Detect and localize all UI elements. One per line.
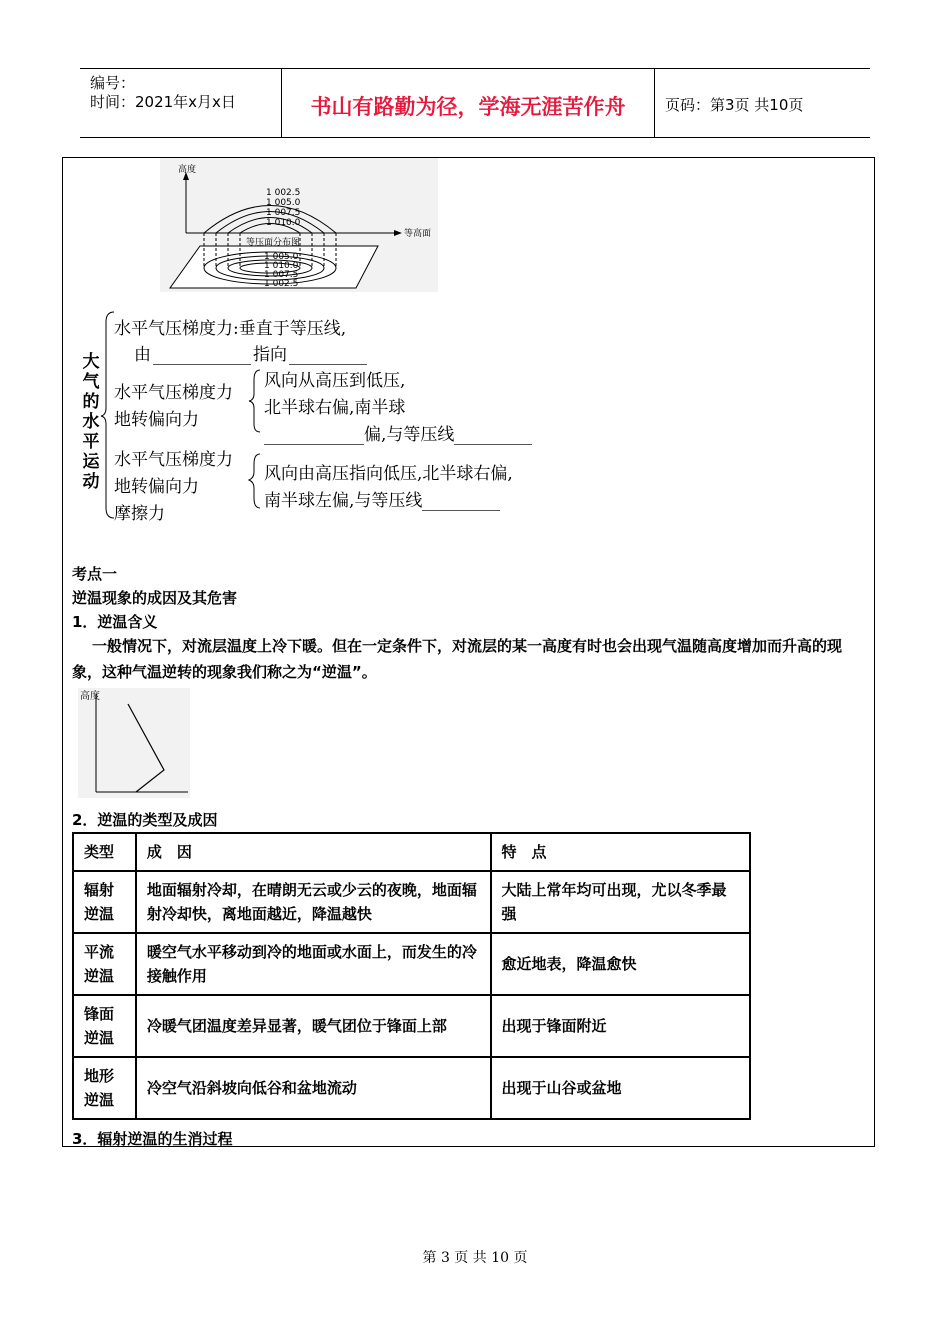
isobaric-surface-figure (160, 158, 438, 292)
header-meta-cell (80, 69, 282, 137)
blank-to (289, 364, 367, 365)
page-number-label: 页码：第3页 共10页 (665, 96, 804, 114)
g2-force-1: 水平气压梯度力 (114, 383, 233, 403)
row-feature: 愈近地表，降温愈快 (491, 933, 750, 995)
blank-from (153, 364, 251, 365)
row-type: 平流逆温 (73, 933, 136, 995)
upper-value: 1 005.0 (266, 198, 301, 208)
g3-force-2: 地转偏向力 (114, 477, 199, 497)
g1-force-label: 水平气压梯度力 (114, 319, 233, 339)
lower-value: 1 010.0 (264, 261, 299, 271)
blank-angle-2 (422, 510, 500, 511)
y-axis-label: 高度 (178, 165, 197, 175)
inversion-types-table (72, 832, 751, 1120)
heading-2: 2．逆温的类型及成因 (72, 811, 218, 829)
heading-1: 1．逆温含义 (72, 613, 158, 631)
isobaric-label: 等高面 (404, 229, 432, 239)
header-feature: 特 点 (491, 833, 750, 871)
horizontal-motion-title: 大气的水平运动 (82, 352, 100, 492)
lower-value: 1 002.5 (264, 279, 299, 289)
row-cause: 冷暖气团温度差异显著，暖气团位于锋面上部 (136, 995, 491, 1057)
row-feature: 出现于锋面附近 (491, 995, 750, 1057)
time-label: 时间：2021年x月x日 (90, 93, 236, 111)
topic-title: 逆温现象的成因及其危害 (72, 589, 238, 607)
g3-force-3: 摩擦力 (114, 504, 165, 524)
g1-desc2 (134, 340, 367, 365)
g1-force (114, 314, 346, 339)
g3-desc-2: 南半球左偏,与等压线 (264, 491, 423, 511)
to-text: 指向 (253, 345, 287, 365)
row-type: 锋面逆温 (73, 995, 136, 1057)
row-cause: 暖空气水平移动到冷的地面或水面上，而发生的冷接触作用 (136, 933, 491, 995)
kaodian-label: 考点一 (72, 565, 118, 583)
g3-desc-1: 风向由高压指向低压,北半球右偏, (264, 464, 513, 484)
row-cause: 冷空气沿斜坡向低谷和盆地流动 (136, 1057, 491, 1119)
g3-force-1: 水平气压梯度力 (114, 450, 233, 470)
row-feature: 大陆上常年均可出现，尤以冬季最强 (491, 871, 750, 933)
header-cause: 成 因 (136, 833, 491, 871)
g1-desc1: :垂直于等压线, (233, 319, 347, 339)
paragraph-1: 一般情况下，对流层温度上冷下暖。但在一定条件下，对流层的某一高度有时也会出现气温随高度增加而升高的现象，这种气温逆转的现象我们称之为“逆温”。 (72, 637, 843, 681)
table-row (73, 1057, 750, 1119)
table-row (73, 933, 750, 995)
row-type: 地形逆温 (73, 1057, 136, 1119)
page-footer: 第 3 页 共 10 页 (422, 1250, 528, 1266)
g2-desc-2: 北半球右偏,南半球 (264, 398, 406, 418)
page-header (80, 68, 870, 138)
g2-desc-3-line (264, 420, 532, 445)
g2-desc-1: 风向从高压到低压, (264, 371, 406, 391)
inversion-y-label: 高度 (80, 691, 100, 702)
plane-label: 等压面分布图 (246, 238, 301, 248)
header-page-cell (655, 69, 870, 137)
row-type: 辐射逆温 (73, 871, 136, 933)
motto: 书山有路勤为径，学海无涯苦作舟 (310, 95, 626, 119)
heading-3: 3．辐射逆温的生消过程 (72, 1130, 233, 1148)
number-label: 编号： (90, 74, 136, 92)
header-type: 类型 (73, 833, 136, 871)
row-feature: 出现于山谷或盆地 (491, 1057, 750, 1119)
table-row (73, 995, 750, 1057)
inversion-graph (78, 688, 190, 798)
table-header-row (73, 833, 750, 871)
blank-hemisphere (264, 444, 364, 445)
g3-desc-2-line (264, 486, 500, 511)
g2-force-2: 地转偏向力 (114, 410, 199, 430)
g2-desc-3: 偏,与等压线 (364, 425, 455, 445)
upper-value: 1 007.5 (266, 208, 301, 218)
blank-angle (454, 444, 532, 445)
from-text: 由 (134, 345, 151, 365)
header-motto-cell (282, 69, 655, 137)
upper-value: 1 002.5 (266, 188, 301, 198)
row-cause: 地面辐射冷却，在晴朗无云或少云的夜晚，地面辐射冷却快，离地面越近，降温越快 (136, 871, 491, 933)
lower-value: 1 007.5 (264, 270, 299, 280)
upper-value: 1 010.0 (266, 218, 301, 228)
lower-value: 1 005.0 (264, 252, 299, 262)
table-row (73, 871, 750, 933)
